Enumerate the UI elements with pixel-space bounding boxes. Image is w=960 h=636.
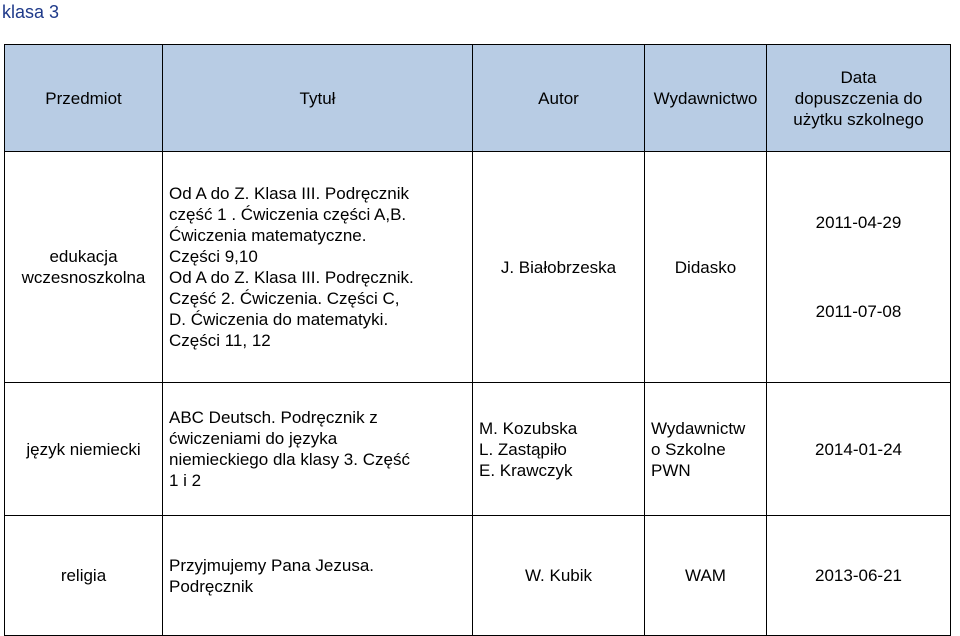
header-subject: Przedmiot (5, 45, 163, 152)
cell-author: M. Kozubska L. Zastąpiło E. Krawczyk (473, 383, 645, 516)
header-author: Autor (473, 45, 645, 152)
cell-title: Od A do Z. Klasa III. Podręcznik część 1 . Ćwiczenia części A,B. Ćwiczenia matematyczne. Części 9,10 Od A do Z. Klasa III. Podręcznik. Część 2. Ćwiczenia. Części C, D. Ćwiczenia do matematyki. Części 11, 12 (163, 152, 473, 383)
date-value: 2011-04-29 (815, 213, 902, 232)
cell-publisher: Didasko (645, 152, 767, 383)
textbook-table (4, 44, 951, 636)
table-row (5, 152, 951, 383)
date-value: 2011-07-08 (815, 302, 902, 321)
cell-subject: religia (5, 516, 163, 636)
cell-title: ABC Deutsch. Podręcznik z ćwiczeniami do języka niemieckiego dla klasy 3. Część 1 i 2 (163, 383, 473, 516)
page-title: klasa 3 (2, 2, 60, 22)
cell-publisher: WAM (645, 516, 767, 636)
table-row (5, 383, 951, 516)
header-publisher: Wydawnictwo (645, 45, 767, 152)
table-header-row (5, 45, 951, 152)
cell-author: W. Kubik (473, 516, 645, 636)
cell-subject: język niemiecki (5, 383, 163, 516)
cell-dates (767, 152, 951, 383)
cell-date: 2013-06-21 (767, 516, 951, 636)
header-approval-date: Data dopuszczenia do użytku szkolnego (767, 45, 951, 152)
cell-publisher: Wydawnictw o Szkolne PWN (645, 383, 767, 516)
table-row (5, 516, 951, 636)
cell-subject: edukacja wczesnoszkolna (5, 152, 163, 383)
header-title: Tytuł (163, 45, 473, 152)
cell-date: 2014-01-24 (767, 383, 951, 516)
cell-author: J. Białobrzeska (473, 152, 645, 383)
cell-title: Przyjmujemy Pana Jezusa. Podręcznik (163, 516, 473, 636)
